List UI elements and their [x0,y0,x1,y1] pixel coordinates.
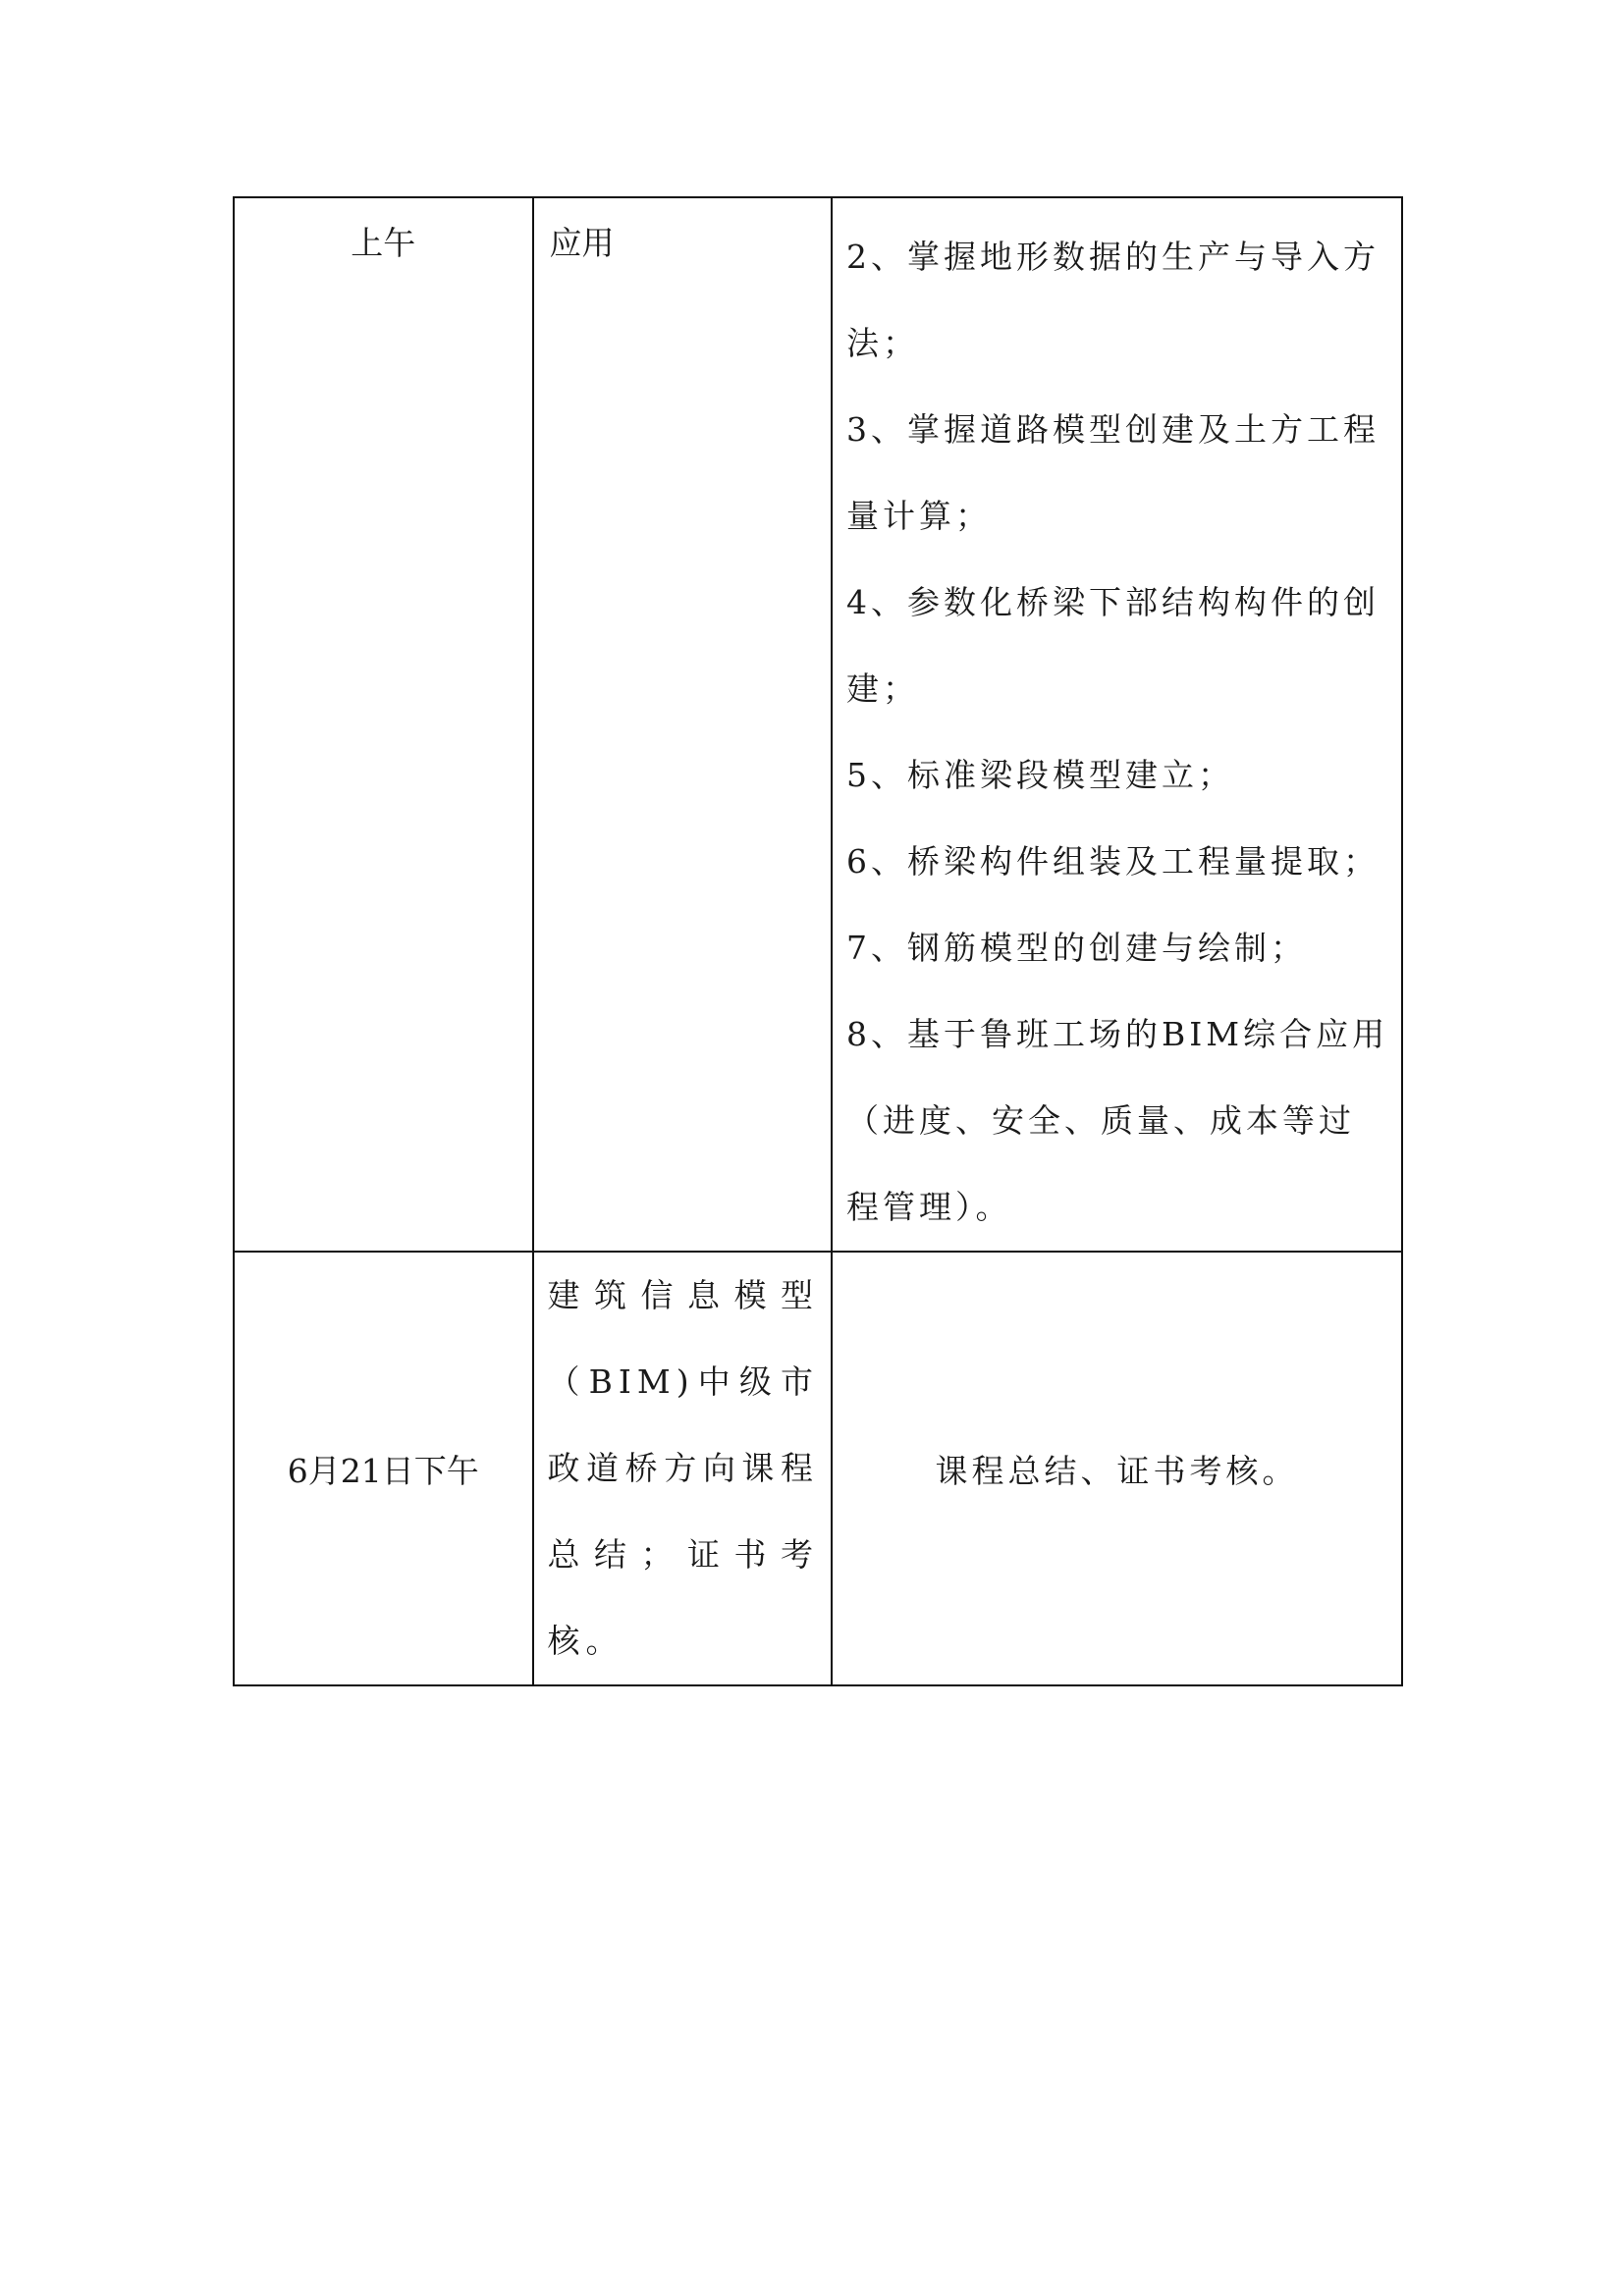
table-row [234,197,1402,1252]
list-item: 5、标准梁段模型建立； [846,756,1234,794]
time-cell [234,1252,533,1685]
content-text: 课程总结、证书考核。 [935,1451,1299,1490]
topic-cell [533,1252,833,1685]
schedule-table [233,196,1403,1686]
list-item: 7、钢筋模型的创建与绘制； [846,929,1307,967]
topic-text: 应用 [549,224,615,262]
list-item: 4、参数化桥梁下部结构构件的创建； [846,583,1380,708]
time-text: 6月21日下午 [287,1451,479,1490]
content-list [833,198,1401,1251]
content-cell [832,197,1402,1252]
time-cell [234,197,533,1252]
list-item: 3、掌握道路模型创建及土方工程量计算； [846,410,1380,535]
table-row [234,1252,1402,1685]
time-text: 上午 [351,224,416,262]
topic-cell [533,197,833,1252]
list-item: 8、基于鲁班工场的BIM综合应用（进度、安全、质量、成本等过程管理）。 [846,1015,1389,1226]
content-cell [832,1252,1402,1685]
topic-text: 建筑信息模型（BIM)中级市政道桥方向课程总结；证书考核。 [547,1276,819,1660]
list-item: 6、桥梁构件组装及工程量提取； [846,842,1380,881]
list-item: 2、掌握地形数据的生产与导入方法； [846,238,1380,362]
